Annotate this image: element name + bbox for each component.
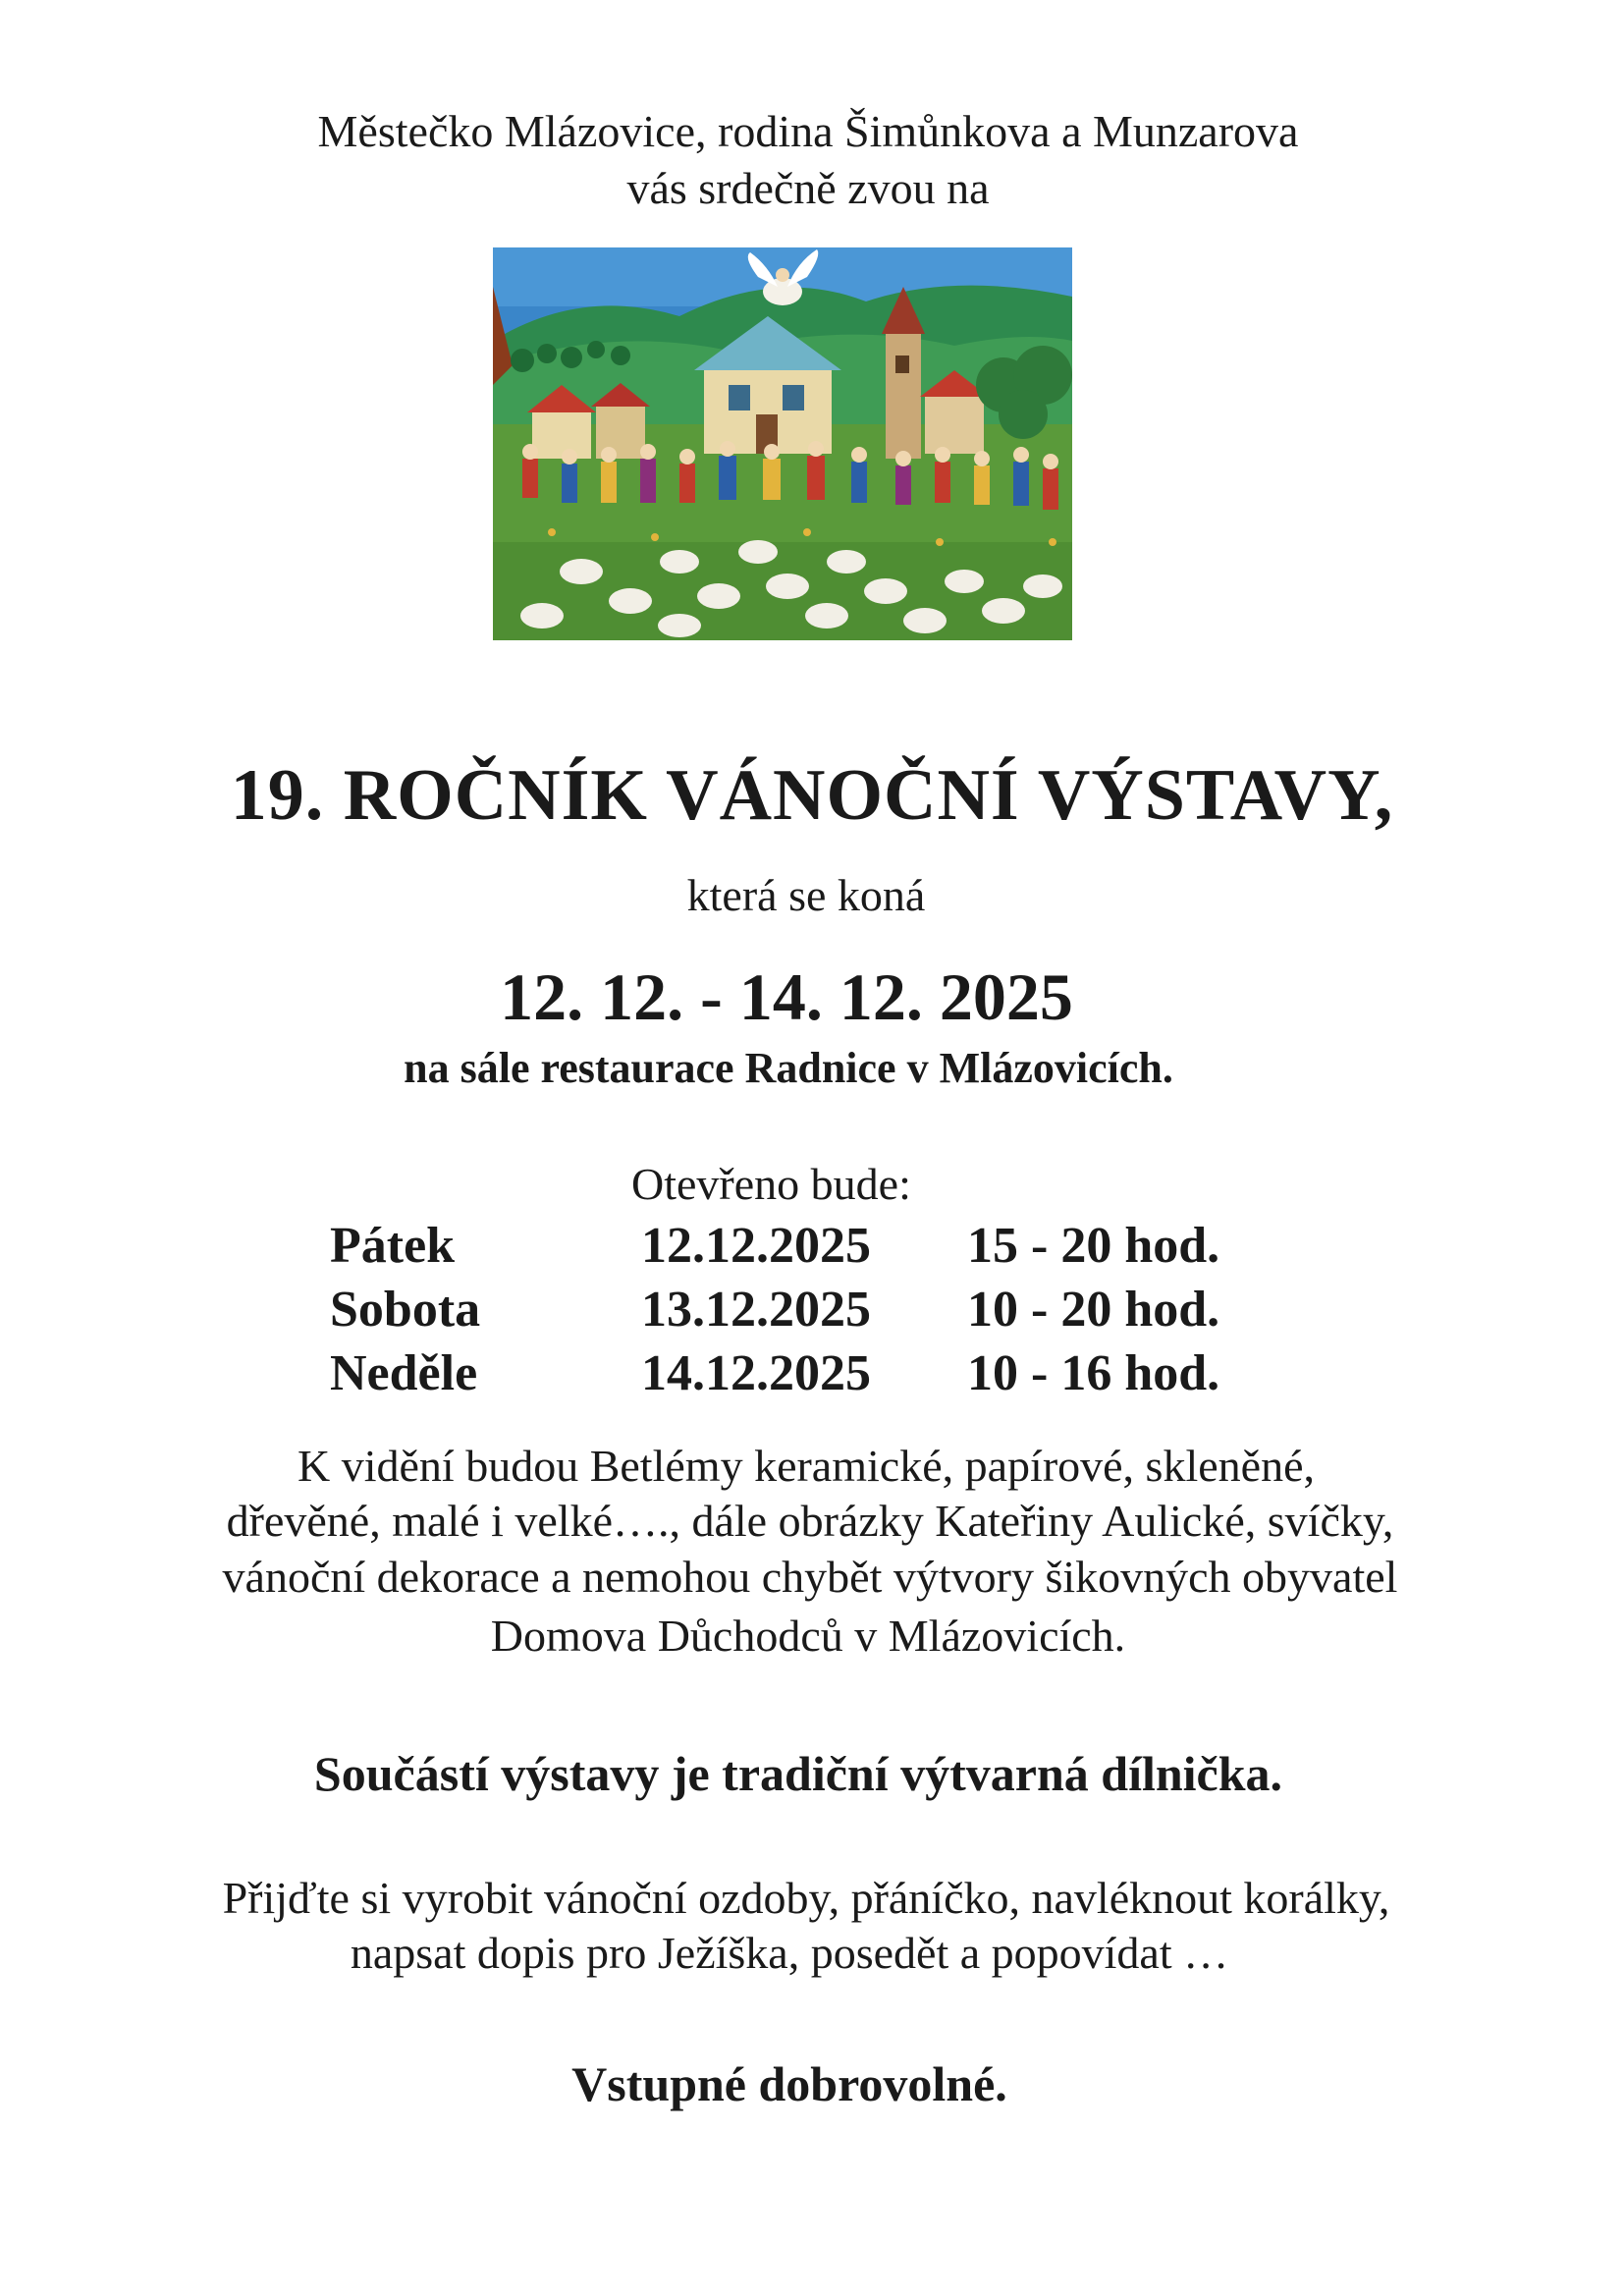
description-line-2: dřevěné, malé i velké…., dále obrázky Kateřiny Aulické, svíčky, [226, 1496, 1394, 1546]
schedule-day: Sobota [330, 1282, 481, 1338]
description-line-1: K vidění budou Betlémy keramické, papírové, skleněné, [298, 1441, 1315, 1491]
schedule-time: 10 - 16 hod. [967, 1345, 1220, 1401]
schedule-date: 13.12.2025 [641, 1282, 871, 1338]
subtitle-line: která se koná [686, 870, 926, 920]
schedule-date: 14.12.2025 [641, 1345, 871, 1401]
workshop-highlight: Součástí výstavy je tradiční výtvarná dílnička. [313, 1746, 1283, 1801]
schedule-time: 15 - 20 hod. [967, 1218, 1220, 1274]
workshop-line-2: napsat dopis pro Ježíška, posedět a popovídat … [350, 1928, 1229, 1978]
schedule-row [0, 1279, 1624, 1341]
entry-fee-note: Vstupné dobrovolné. [571, 2056, 1007, 2111]
schedule-date: 12.12.2025 [641, 1218, 871, 1274]
schedule-day: Pátek [330, 1218, 456, 1274]
nativity-scene-picture [493, 247, 1072, 640]
intro-line-2: vás srdečně zvou na [626, 163, 990, 213]
exhibition-dates: 12. 12. - 14. 12. 2025 [500, 959, 1073, 1034]
opening-hours-label: Otevřeno bude: [631, 1159, 911, 1209]
exhibition-venue: na sále restaurace Radnice v Mlázovicích. [404, 1044, 1173, 1092]
description-line-3: vánoční dekorace a nemohou chybět výtvory šikovných obyvatel [222, 1552, 1398, 1602]
schedule-time: 10 - 20 hod. [967, 1282, 1220, 1338]
schedule-day: Neděle [330, 1345, 478, 1401]
exhibition-title: 19. ROČNÍK VÁNOČNÍ VÝSTAVY, [230, 755, 1394, 836]
description-line-4: Domova Důchodců v Mlázovicích. [490, 1611, 1126, 1661]
intro-line-1: Městečko Mlázovice, rodina Šimůnkova a Munzarova [317, 106, 1299, 156]
nativity-scene-illustration [493, 247, 1072, 640]
workshop-line-1: Přijďte si vyrobit vánoční ozdoby, přáníčko, navléknout korálky, [222, 1873, 1390, 1923]
schedule-row [0, 1215, 1624, 1278]
schedule-row [0, 1342, 1624, 1405]
